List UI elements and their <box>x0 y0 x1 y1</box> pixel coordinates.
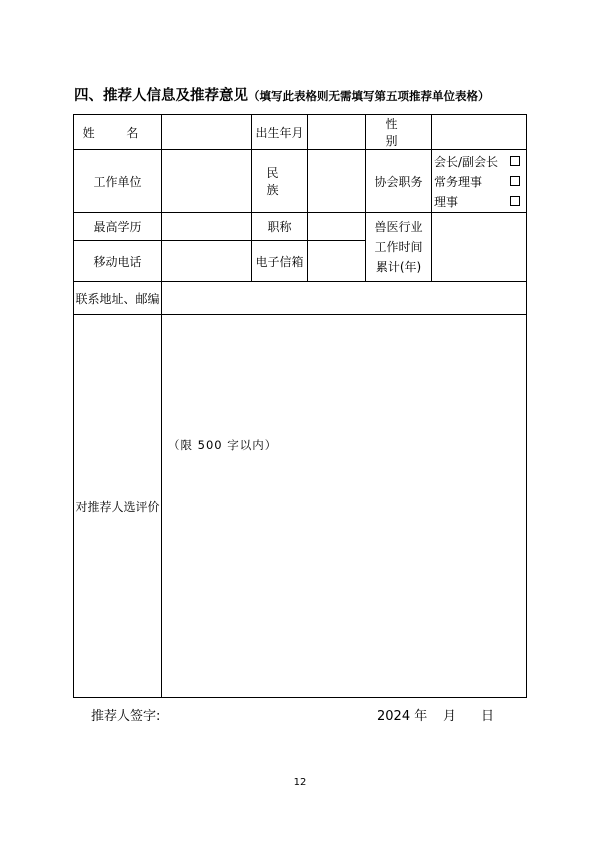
vet-years-label-line: 工作时间 <box>374 240 423 254</box>
gender-field[interactable] <box>432 115 527 150</box>
evaluation-hint: （限 500 字以内） <box>168 438 278 452</box>
role-option-standing-director[interactable] <box>432 171 526 191</box>
education-field[interactable] <box>162 213 252 241</box>
section-title: 四、推荐人信息及推荐意见 <box>74 88 248 104</box>
signature-label: 推荐人签字: <box>91 709 161 724</box>
signature-month: 月 <box>443 709 457 724</box>
role-option-director[interactable] <box>432 191 526 211</box>
address-label: 联系地址、邮编 <box>74 282 162 315</box>
birth-label: 出生年月 <box>252 115 308 150</box>
section-note: （填写此表格则无需填写第五项推荐单位表格） <box>248 89 490 103</box>
evaluation-field[interactable] <box>162 315 527 698</box>
recommender-form <box>73 114 527 698</box>
checkbox-icon[interactable] <box>510 156 520 166</box>
ethnicity-label: 民 族 <box>252 150 308 213</box>
work-unit-label: 工作单位 <box>74 150 162 213</box>
address-field[interactable] <box>162 282 527 315</box>
vet-years-field[interactable] <box>432 213 527 282</box>
evaluation-label: 对推荐人选评价 <box>74 315 162 698</box>
section-heading <box>74 84 534 105</box>
birth-field[interactable] <box>308 115 366 150</box>
mobile-field[interactable] <box>162 241 252 282</box>
association-role-options <box>432 150 527 213</box>
name-field[interactable] <box>162 115 252 150</box>
mobile-label: 移动电话 <box>74 241 162 282</box>
role-option-president[interactable] <box>432 151 526 171</box>
work-unit-field[interactable] <box>162 150 252 213</box>
vet-years-label-line: 累计(年) <box>375 260 422 274</box>
role-option-label: 常务理事 <box>434 174 483 189</box>
checkbox-icon[interactable] <box>510 176 520 186</box>
vet-years-label <box>366 213 432 282</box>
ethnicity-field[interactable] <box>308 150 366 213</box>
email-field[interactable] <box>308 241 366 282</box>
vet-years-label-line: 兽医行业 <box>374 220 423 234</box>
association-role-label: 协会职务 <box>366 150 432 213</box>
education-label: 最高学历 <box>74 213 162 241</box>
role-option-label: 理事 <box>434 194 459 209</box>
title-label: 职称 <box>252 213 308 241</box>
role-option-label: 会长/副会长 <box>434 154 499 169</box>
checkbox-icon[interactable] <box>510 196 520 206</box>
title-field[interactable] <box>308 213 366 241</box>
email-label: 电子信箱 <box>252 241 308 282</box>
signature-year: 2024 年 <box>377 709 428 724</box>
gender-label: 性 别 <box>366 115 432 150</box>
name-label: 姓 名 <box>74 115 162 150</box>
signature-day: 日 <box>481 709 495 724</box>
page-number: 12 <box>293 777 307 788</box>
